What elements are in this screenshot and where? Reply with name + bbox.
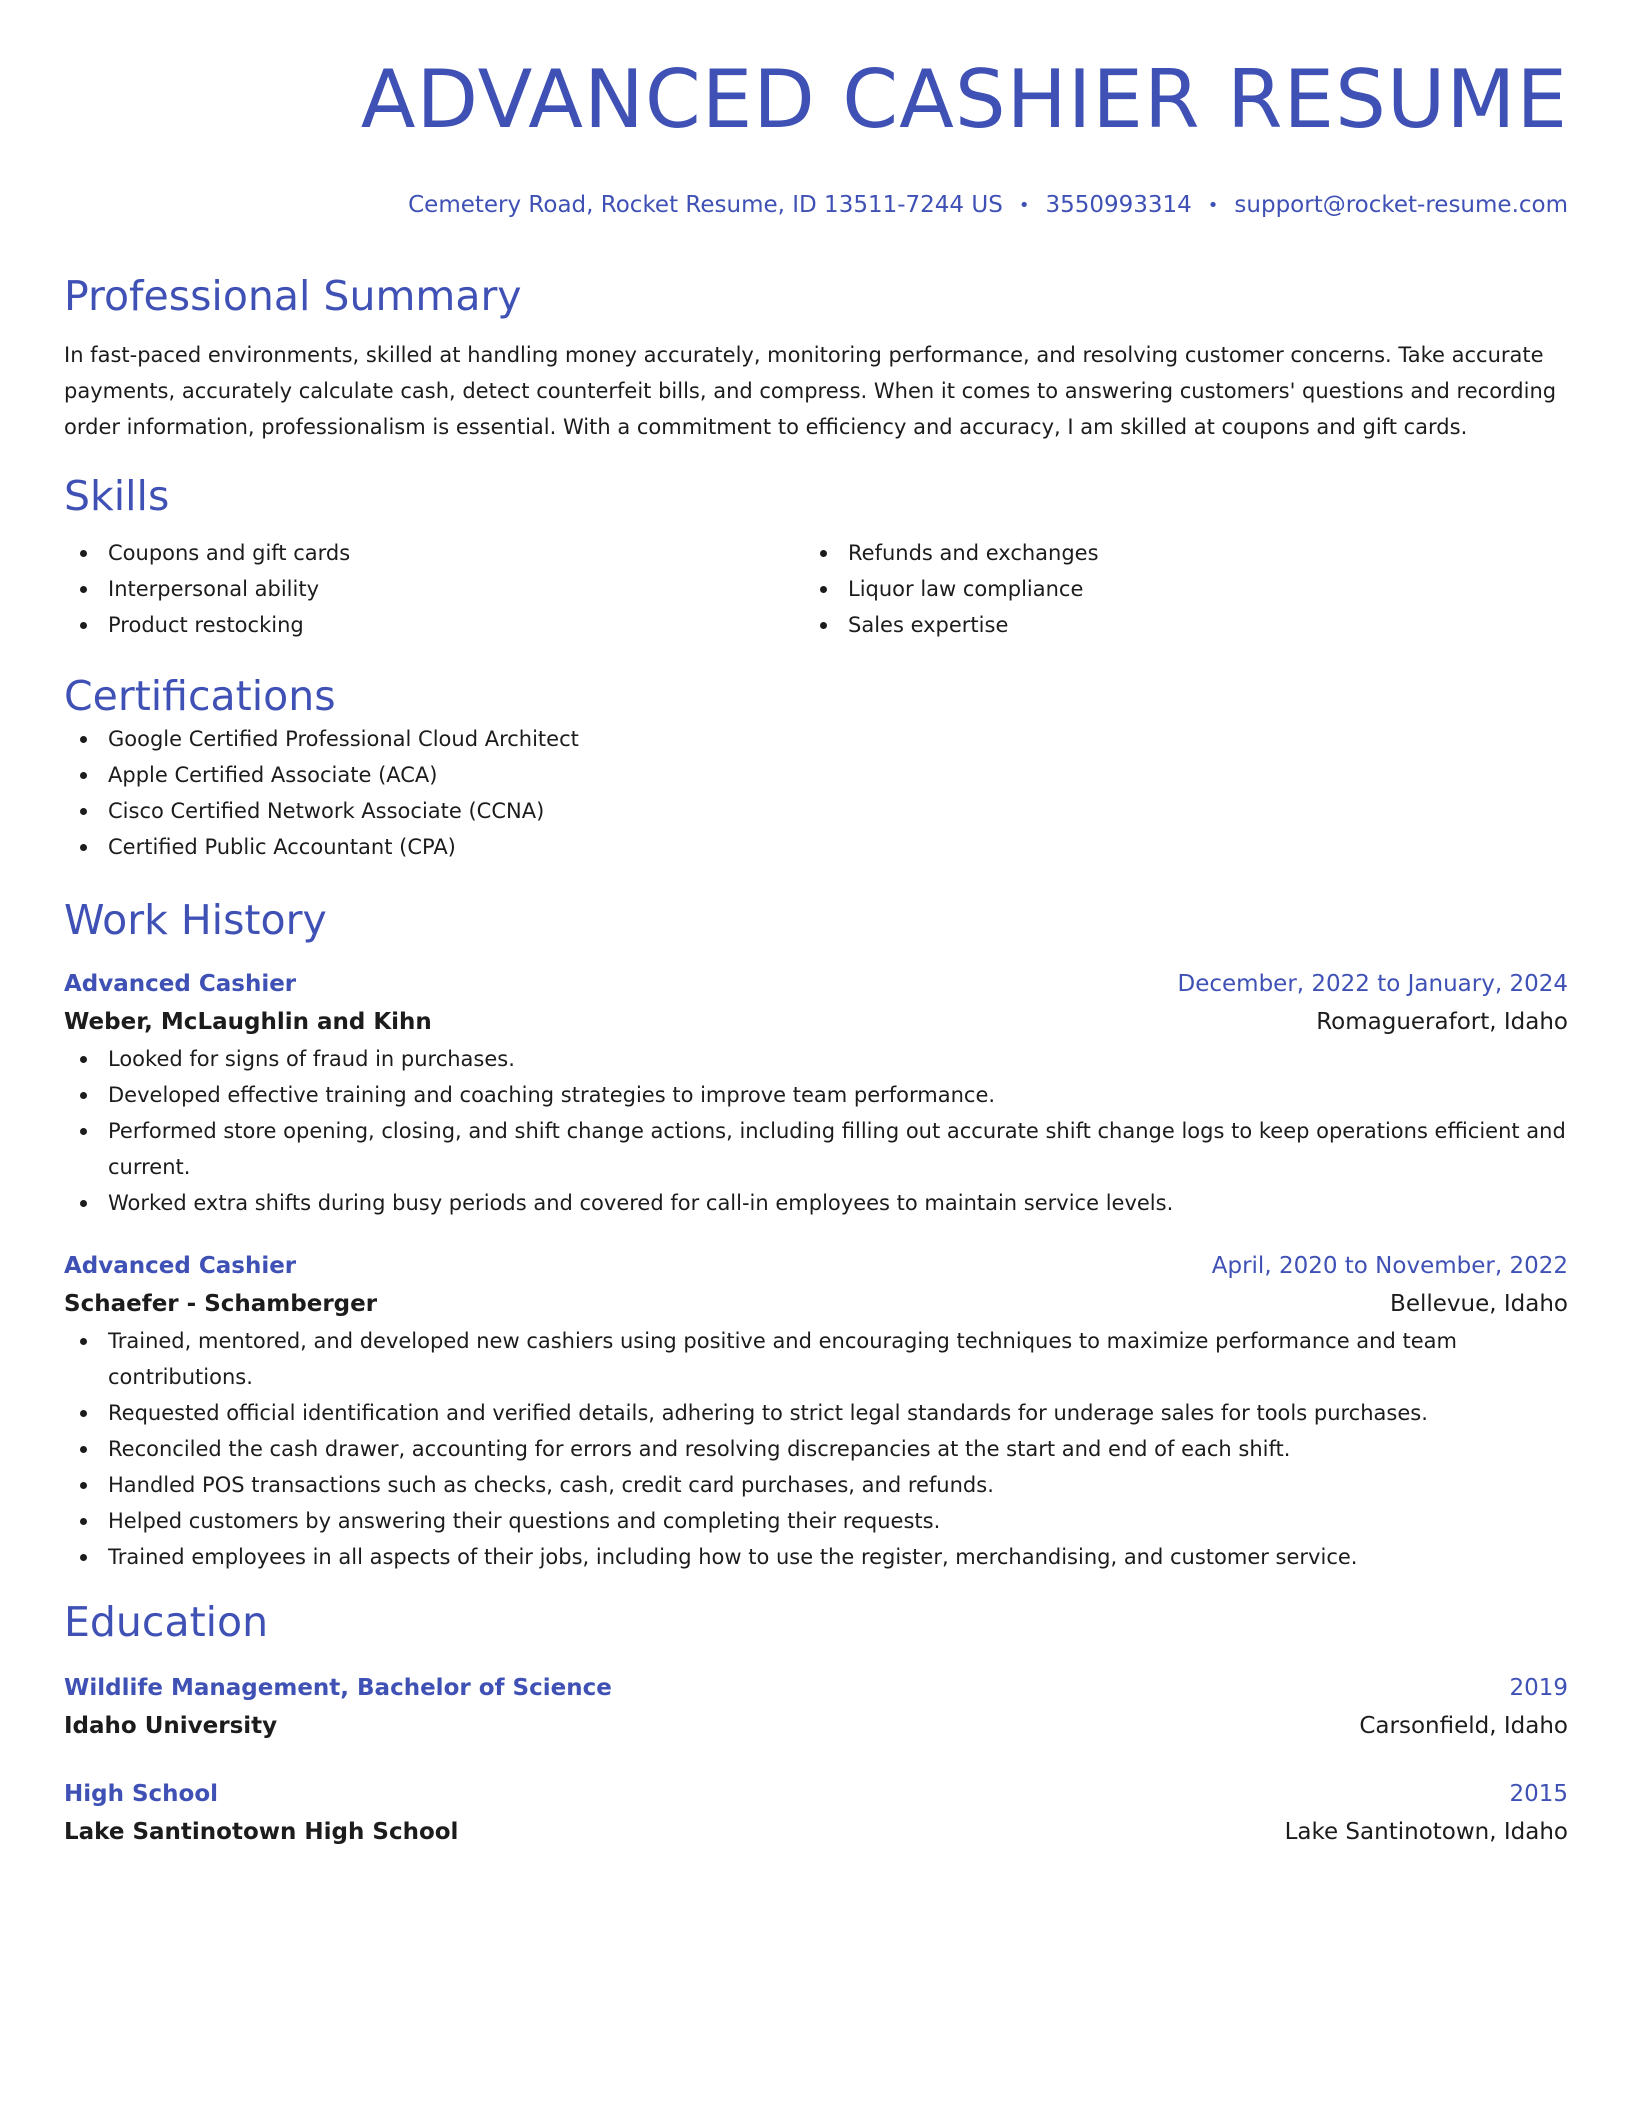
job-dates: December, 2022 to January, 2024 — [1177, 971, 1568, 997]
skill-item: Interpersonal ability — [64, 571, 804, 607]
job-dates: April, 2020 to November, 2022 — [1211, 1253, 1568, 1279]
skills-list-left — [64, 535, 804, 643]
work-history-heading: Work History — [64, 896, 327, 944]
job-org-row — [64, 1285, 1568, 1323]
education-degree: Wildlife Management, Bachelor of Science — [64, 1675, 612, 1701]
certification-item: Certified Public Accountant (CPA) — [64, 829, 1568, 865]
job-company: Schaefer - Schamberger — [64, 1291, 378, 1317]
job-duty: Performed store opening, closing, and shift change actions, including filling out accurate shift change logs to keep operations efficient and current. — [64, 1113, 1568, 1185]
skills-heading: Skills — [64, 472, 170, 520]
job-duty: Handled POS transactions such as checks, cash, credit card purchases, and refunds. — [64, 1467, 1568, 1503]
certifications-heading: Certifications — [64, 672, 336, 720]
certification-item: Google Certified Professional Cloud Architect — [64, 721, 1568, 757]
job-location: Romaguerafort, Idaho — [1316, 1009, 1568, 1035]
job-title: Advanced Cashier — [64, 1253, 297, 1279]
summary-text: In fast-paced environments, skilled at handling money accurately, monitoring performance, and resolving customer concerns. Take accurate payments, accurately calculate cash, detect counterfeit bills, and compress. When it comes to answering customers' questions and recording order information, professionalism is essential. With a commitment to efficiency and accuracy, I am skilled at coupons and gift cards. — [64, 343, 1557, 439]
certifications-list — [64, 721, 1568, 865]
contact-email[interactable]: support@rocket-resume.com — [1234, 192, 1568, 218]
skill-item: Liquor law compliance — [804, 571, 1544, 607]
resume-name: ADVANCED CASHIER RESUME — [360, 53, 1568, 146]
education-entry — [64, 1775, 1568, 1851]
job-duty: Trained employees in all aspects of their jobs, including how to use the register, merchandising, and customer service. — [64, 1539, 1568, 1575]
job-header-row — [64, 1247, 1568, 1285]
contact-address: Cemetery Road, Rocket Resume, ID 13511-7244 US — [408, 192, 1003, 218]
education-year: 2019 — [1509, 1675, 1568, 1701]
education-school-row — [64, 1707, 1568, 1745]
education-school: Idaho University — [64, 1713, 278, 1739]
contact-separator: • — [1207, 195, 1219, 216]
skill-item: Coupons and gift cards — [64, 535, 804, 571]
job-duties-list — [64, 1041, 1568, 1221]
education-location: Carsonfield, Idaho — [1359, 1713, 1568, 1739]
job-company: Weber, McLaughlin and Kihn — [64, 1009, 432, 1035]
job-duty: Looked for signs of fraud in purchases. — [64, 1041, 1568, 1077]
contact-phone: 3550993314 — [1045, 192, 1192, 218]
education-degree: High School — [64, 1781, 219, 1807]
job-duty: Trained, mentored, and developed new cashiers using positive and encouraging techniques to maximize performance and team contributions. — [64, 1323, 1568, 1395]
education-entry — [64, 1669, 1568, 1745]
job-title: Advanced Cashier — [64, 971, 297, 997]
certification-item: Cisco Certified Network Associate (CCNA) — [64, 793, 1568, 829]
job-header-row — [64, 965, 1568, 1003]
summary-heading: Professional Summary — [64, 272, 522, 320]
education-heading: Education — [64, 1598, 269, 1646]
skill-item: Refunds and exchanges — [804, 535, 1544, 571]
skills-grid — [64, 535, 1568, 643]
job-duty: Developed effective training and coaching strategies to improve team performance. — [64, 1077, 1568, 1113]
job-duty: Helped customers by answering their questions and completing their requests. — [64, 1503, 1568, 1539]
skills-list-right — [804, 535, 1544, 643]
contact-line — [64, 190, 1568, 221]
education-school: Lake Santinotown High School — [64, 1819, 459, 1845]
education-school-row — [64, 1813, 1568, 1851]
certification-item: Apple Certified Associate (ACA) — [64, 757, 1568, 793]
skill-item: Product restocking — [64, 607, 804, 643]
education-header-row — [64, 1669, 1568, 1707]
job-entry — [64, 965, 1568, 1221]
education-location: Lake Santinotown, Idaho — [1284, 1819, 1568, 1845]
job-entry — [64, 1247, 1568, 1575]
education-year: 2015 — [1509, 1781, 1568, 1807]
education-header-row — [64, 1775, 1568, 1813]
job-duty: Reconciled the cash drawer, accounting for errors and resolving discrepancies at the start and end of each shift. — [64, 1431, 1568, 1467]
job-org-row — [64, 1003, 1568, 1041]
skill-item: Sales expertise — [804, 607, 1544, 643]
contact-separator: • — [1018, 195, 1030, 216]
job-duty: Worked extra shifts during busy periods and covered for call-in employees to maintain service levels. — [64, 1185, 1568, 1221]
job-duty: Requested official identification and verified details, adhering to strict legal standards for underage sales for tools purchases. — [64, 1395, 1568, 1431]
job-duties-list — [64, 1323, 1568, 1575]
resume-header — [64, 52, 1568, 221]
job-location: Bellevue, Idaho — [1390, 1291, 1568, 1317]
